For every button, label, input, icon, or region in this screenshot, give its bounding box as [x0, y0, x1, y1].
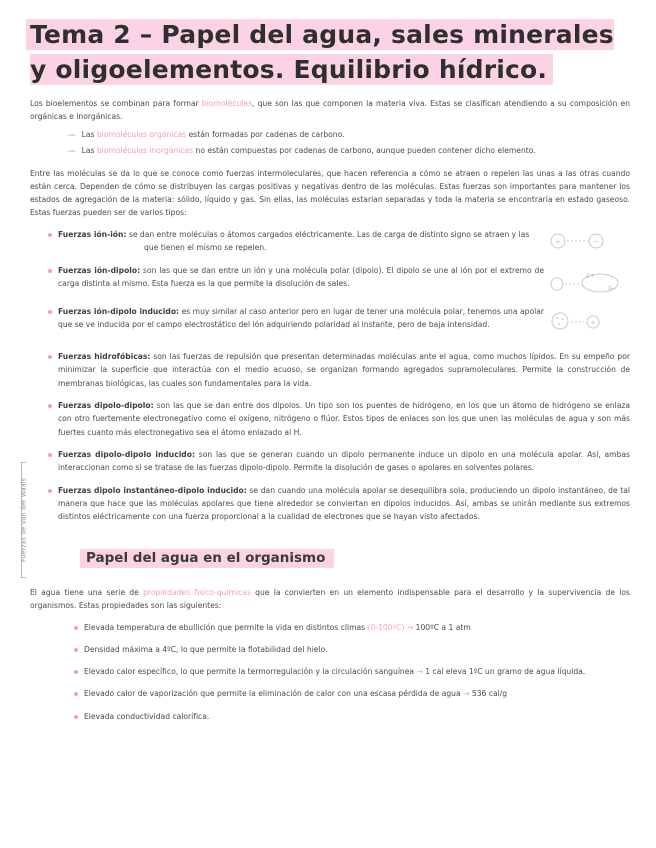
- bullet-dot-icon: [48, 489, 52, 493]
- list-item-dipole-induced-dipole: [30, 448, 630, 475]
- diagram-ion-induced-dipole: [544, 305, 630, 341]
- intro-p1-a: Los bioelementos se combinan para formar: [30, 99, 202, 108]
- force-label: Fuerzas ión-dipolo inducido:: [58, 306, 180, 316]
- section-intro-c: que la convierten en un elemento indispensable para el desarrollo y la supervivencia de los organismos. Estas propiedades son las siguientes:: [30, 587, 630, 610]
- page-title-text: Tema 2 – Papel del agua, sales minerales y oligoelementos. Equilibrio hídrico.: [30, 20, 614, 84]
- bullet-dot-icon: [74, 626, 78, 630]
- property-text: Densidad máxima a 4ºC, lo que permite la flotabilidad del hielo.: [84, 645, 328, 655]
- water-properties-list: [30, 621, 630, 723]
- list-item-ion-dipole: [30, 264, 630, 296]
- bullet-dot-icon: [74, 670, 78, 674]
- force-label: Fuerzas dipolo-dipolo inducido:: [58, 449, 195, 459]
- list-item-property: [30, 621, 630, 634]
- svg-text:+: +: [555, 238, 561, 247]
- bullet-dot-icon: [74, 692, 78, 696]
- force-label: Fuerzas dipolo instantáneo-dipolo inducido:: [58, 485, 247, 495]
- force-text: son las que se dan entre un ión y una molécula polar (dipolo). El dipolo se une al ión por el extremo de carga distinta al mismo. Esta fuerza es la que permite la disolución de sales.: [58, 265, 545, 289]
- dash-item-lead: biomoléculas inorgánicas: [96, 146, 194, 155]
- list-item-ion-induced-dipole: [30, 305, 630, 341]
- property-text: Elevada conductividad calorífica.: [84, 711, 210, 721]
- list-item-ion-ion: [30, 228, 630, 255]
- force-text: son las que se dan entre dos dipolos. Un tipo son los puentes de hidrógeno, en los que un átomo de hidrógeno se enlaza con otro fuertemente electronegativo como el oxígeno, nitrógeno o flúor. Estos tipos de enlaces son los que unen las moléculas de agua y son más fuertes cuanto más electronegativo sea el átomo enlazado al H.: [58, 400, 631, 437]
- property-value: 100ºC a 1 atm: [415, 622, 471, 632]
- force-label: Fuerzas hidrofóbicas:: [58, 351, 151, 361]
- force-label: Fuerzas ión-ión:: [58, 230, 127, 240]
- section-heading: Papel del agua en el organismo: [82, 549, 330, 568]
- biomolecule-dash-list: [30, 129, 630, 158]
- svg-text:−: −: [593, 238, 599, 247]
- list-item-property: [30, 643, 630, 656]
- list-item-property: [30, 687, 630, 700]
- section-intro: [30, 586, 630, 612]
- bullet-dot-icon: [48, 233, 52, 237]
- bullet-dot-icon: [48, 310, 52, 314]
- bullet-dot-icon: [48, 269, 52, 273]
- section-intro-highlight: propiedades fisico-químicas: [143, 587, 251, 597]
- bullet-dot-icon: [48, 355, 52, 359]
- intro-paragraph-2: Entre las moléculas se da lo que se conoce como fuerzas intermoleculares, que hacen referencia a cómo se atraen o repelen las unas a las otras cuando están cerca. Dependen de cómo se distribuyen las cargas positivas y negativas dentro de las moléculas. Estas fuerzas son importantes para mantener los estados de agregación de la materia: sólido, líquido y gas. Sin ellas, las moléculas estarían separadas y toda la materia se encontraría en estado gaseoso. Estas fuerzas pueden ser de varios tipos:: [30, 168, 630, 218]
- intro-paragraph-1: [30, 97, 630, 123]
- force-text: son las fuerzas de repulsión que presentan determinadas moléculas ante el agua, como muchos lípidos. En su empeño por minimizar la superficie que interactúa con el medio acuoso, se organizan formando agregados supramoleculares. Permite la construcción de membranas biológicas, las cuales son fundamentales para la vida.: [58, 351, 630, 388]
- svg-text:+: +: [590, 318, 596, 327]
- bracket-label: Fuerzas de Van der Waals: [20, 477, 28, 563]
- list-item-dipole-dipole: [30, 399, 630, 439]
- arrow-icon: →: [463, 689, 470, 699]
- list-item-property: [30, 665, 630, 678]
- force-text: son las que se generan cuando un dipolo permanente induce un dipolo en una molécula apolar. Así, ambas interaccionan como si se tratase de las fuerzas dipolo-dipolo. Permite la disolución de gases o apolares en solventes polares.: [58, 449, 631, 473]
- property-text: Elevada temperatura de ebullición que permite la vida en distintos climas: [84, 622, 366, 632]
- dash-icon: —: [68, 146, 76, 155]
- force-label: Fuerzas ión-dipolo:: [58, 265, 141, 275]
- force-text-cont: que tienen el mismo se repelen.: [144, 243, 267, 253]
- property-value: 1 cal eleva 1ºC un gramo de agua líquida.: [425, 667, 586, 677]
- bullet-dot-icon: [48, 404, 52, 408]
- force-label: Fuerzas dipolo-dipolo:: [58, 400, 154, 410]
- force-text: se dan cuando una molécula apolar se desequilibra sola, produciendo un dipolo instantáneo, de tal manera que hace que las moléculas apolares que tiene alrededor se conviertan en dipolos inducidos. Así, ambas se unirán mediante sus extremos distintos eléctricamente con una fuerza proporcional a la cualidad de electrones que se hayan visto afectados.: [58, 485, 630, 522]
- bullet-dot-icon: [74, 715, 78, 719]
- intro-p1-c: , que son las que componen la materia viva. Estas se clasifican atendiendo a su composición en orgánicas e inorgánicas.: [30, 99, 630, 122]
- dash-icon: —: [68, 130, 76, 140]
- section-intro-a: El agua tiene una serie de: [30, 587, 144, 597]
- dash-item-rest: están formadas por cadenas de carbono.: [188, 130, 345, 140]
- bullet-dot-icon: [48, 453, 52, 457]
- property-text: Elevado calor de vaporización que permite la eliminación de calor con una escasa pérdida de agua: [84, 689, 461, 699]
- property-text: Elevado calor específico, lo que permite la termorregulación y la circulación sanguínea: [84, 667, 415, 677]
- dash-item-rest: no están compuestas por cadenas de carbono, aunque pueden contener dicho elemento.: [195, 146, 536, 155]
- force-text: se dan entre moléculas o átomos cargados eléctricamente. Las de carga de distinto signo se atraen y las: [128, 230, 530, 240]
- force-text: es muy similar al caso anterior pero en lugar de tener una molécula polar, tenemos una apolar que se ve inducida por el campo electrostático del ión adquiriendo polaridad al instante, pero de baja intensidad.: [58, 306, 544, 330]
- arrow-icon: →: [416, 667, 423, 677]
- list-item-property: [30, 710, 630, 723]
- svg-text:δ+: δ+: [586, 272, 595, 280]
- arrow-icon: →: [406, 622, 414, 632]
- van-der-waals-bracket: [8, 462, 26, 578]
- list-item: — Las biomoléculas inorgánicas no están compuestas por cadenas de carbono, aunque pueden contener dicho elemento.: [30, 145, 630, 158]
- bullet-dot-icon: [74, 648, 78, 652]
- dash-item-lead: biomoléculas orgánicas: [96, 130, 187, 140]
- property-value: 536 cal/g: [471, 689, 508, 699]
- bracket-tick-top: [21, 462, 26, 463]
- intro-p1-highlight: biomoléculas: [201, 99, 253, 108]
- page-title: [30, 18, 630, 87]
- section-heading-wrap: [30, 533, 630, 578]
- intermolecular-forces-list: [30, 228, 630, 524]
- list-item-hydrophobic: [30, 350, 630, 390]
- diagram-ion-dipole: [544, 264, 630, 296]
- svg-text:δ−: δ−: [608, 284, 617, 292]
- list-item-instant-dipole: [30, 484, 630, 524]
- list-item: — Las biomoléculas orgánicas están formadas por cadenas de carbono.: [30, 129, 630, 142]
- bracket-tick-bottom: [21, 577, 26, 578]
- diagram-ion-ion: [544, 228, 630, 252]
- property-note: (0-100ºC): [367, 622, 405, 632]
